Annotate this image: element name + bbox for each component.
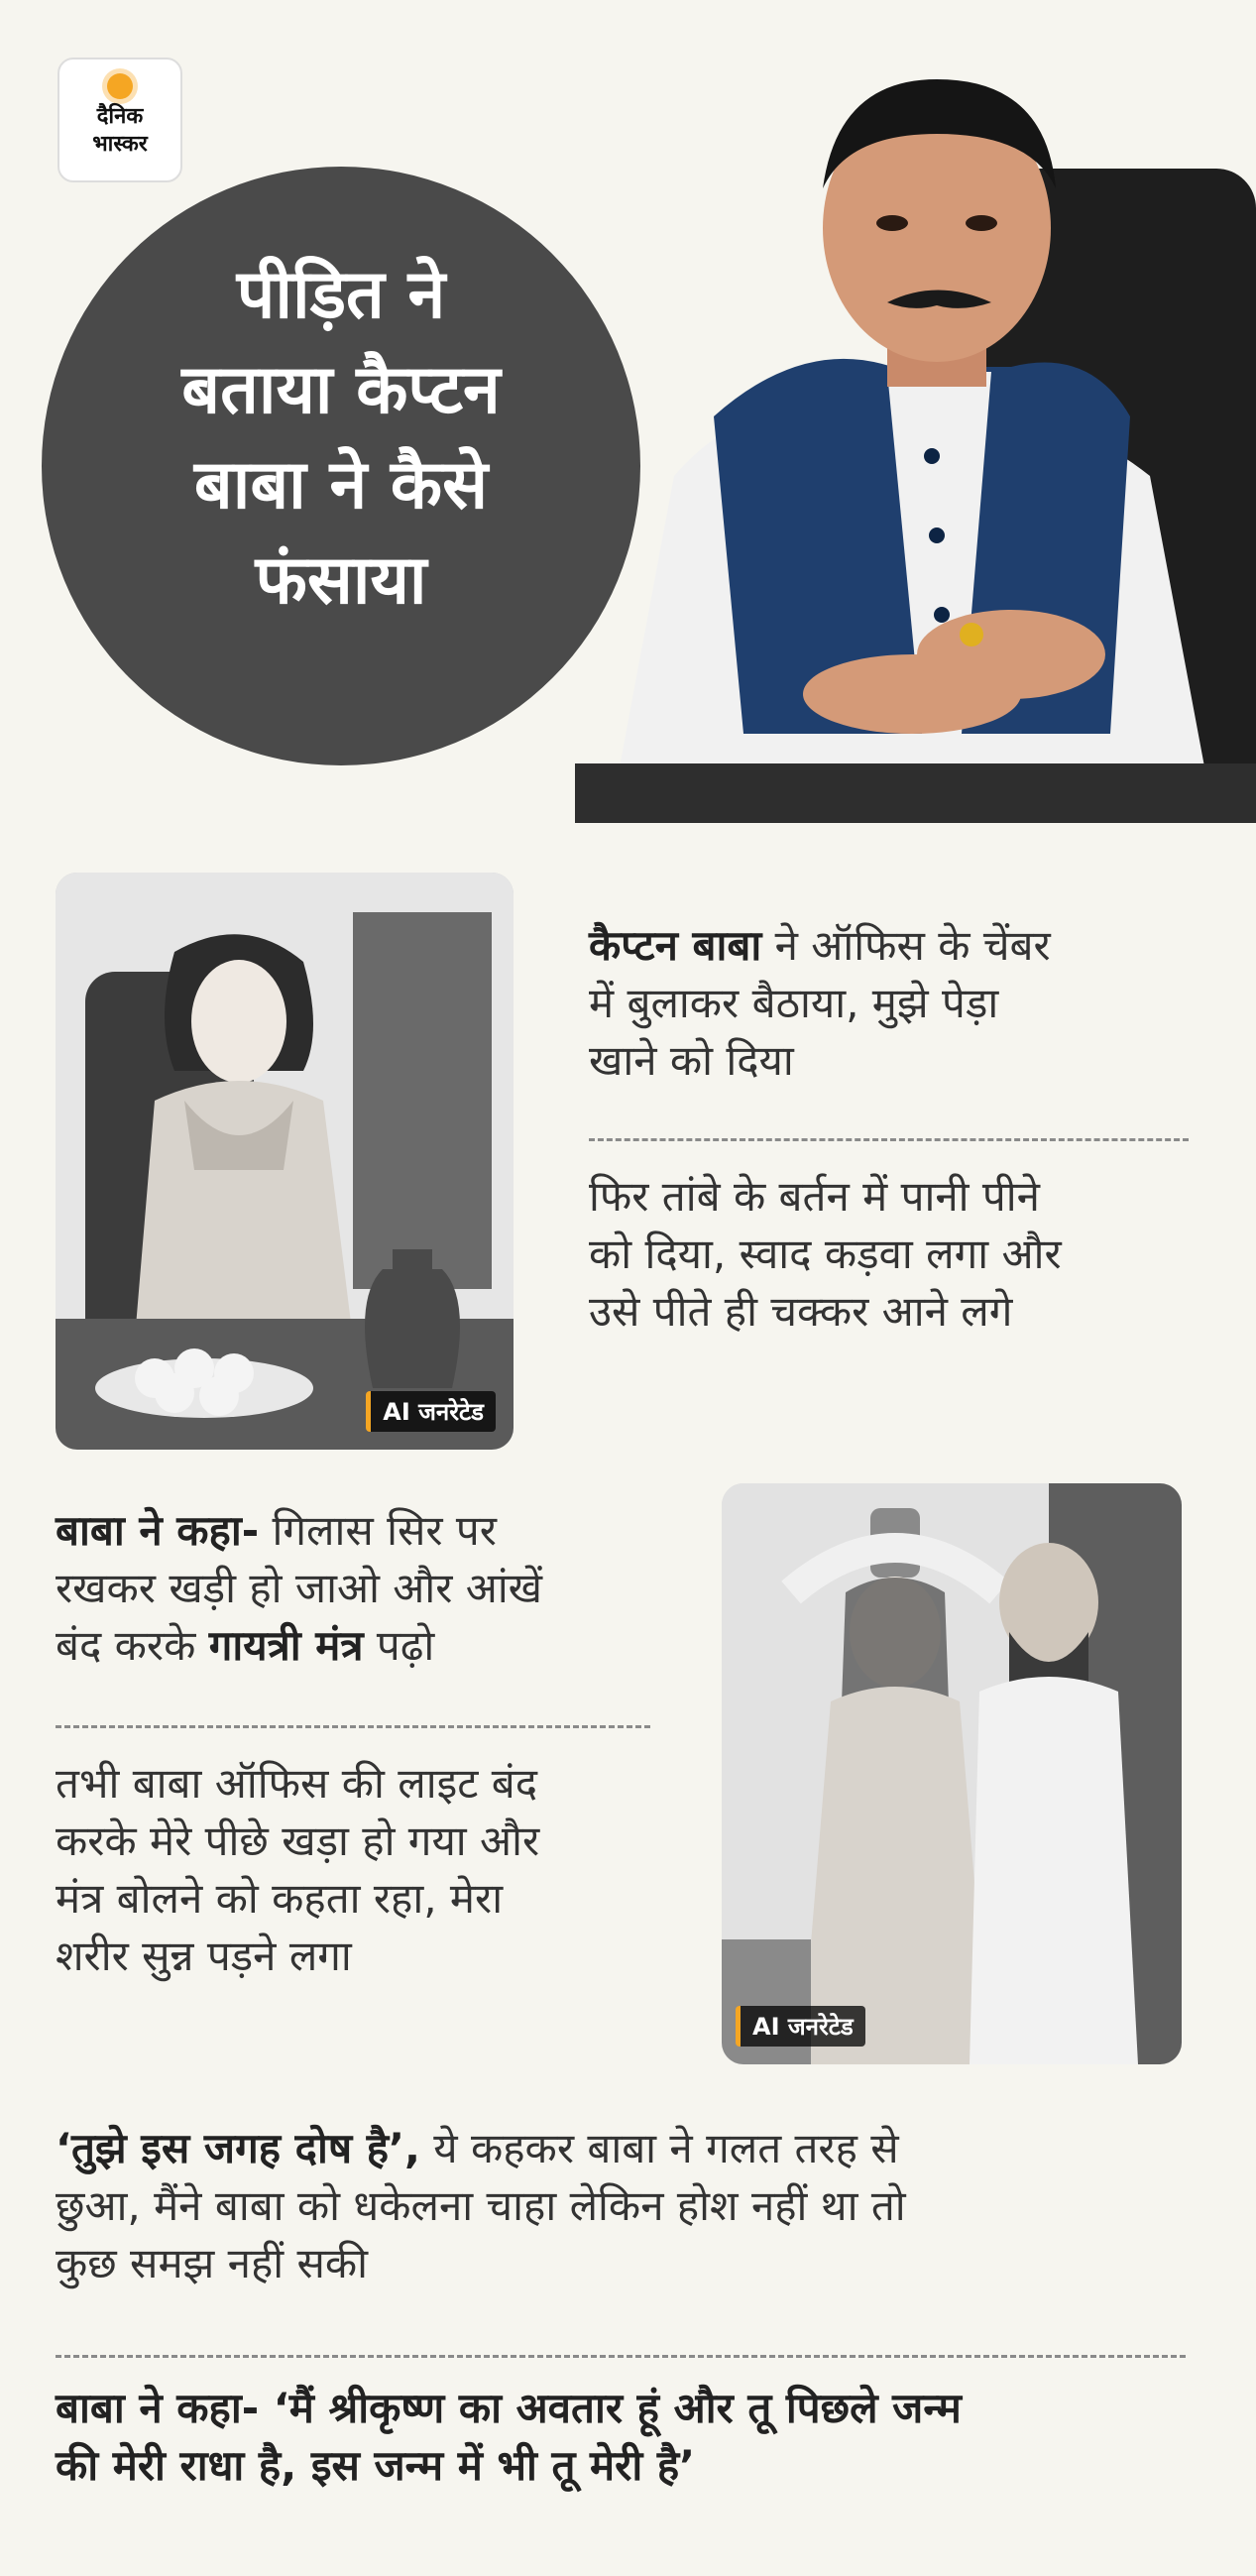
- text-span: ने ऑफिस के चेंबर: [761, 921, 1051, 970]
- section1-para2: [589, 1168, 1223, 1341]
- sketch-woman-standing-with-baba: [722, 1483, 1182, 2064]
- text-line: में बुलाकर बैठाया, मुझे पेड़ा: [589, 979, 999, 1027]
- text-span: बंद करके: [56, 1621, 209, 1670]
- text-line: कुछ समझ नहीं सकी: [56, 2239, 369, 2287]
- logo-line1: दैनिक: [96, 104, 144, 129]
- section2-para1: [56, 1502, 710, 1675]
- text-line: उसे पीते ही चक्कर आने लगे: [589, 1287, 1013, 1336]
- ai-generated-badge: AI जनरेटेड: [366, 1391, 496, 1432]
- bold-phrase: गायत्री मंत्र: [208, 1621, 364, 1670]
- ai-generated-badge: AI जनरेटेड: [736, 2006, 865, 2047]
- headline-line: फंसाया: [255, 541, 427, 620]
- section3-para2: [56, 2380, 1225, 2495]
- bold-phrase: कैप्टन बाबा: [589, 921, 762, 970]
- section2-para2: [56, 1755, 710, 1985]
- text-line: खाने को दिया: [589, 1036, 794, 1085]
- text-line: बाबा ने कहा- ‘मैं श्रीकृष्ण का अवतार हूं और तू पिछले जन्म: [56, 2384, 962, 2432]
- divider: [589, 1138, 1189, 1141]
- sun-icon: [107, 73, 133, 99]
- section1-para1: [589, 917, 1223, 1090]
- text-line: करके मेरे पीछे खड़ा हो गया और: [56, 1816, 540, 1865]
- divider: [56, 1725, 650, 1728]
- bold-phrase: ‘तुझे इस जगह दोष है’,: [56, 2124, 420, 2172]
- sketch-woman-seated: [56, 873, 514, 1450]
- text-span: गिलास सिर पर: [259, 1506, 497, 1555]
- text-line: फिर तांबे के बर्तन में पानी पीने: [589, 1172, 1040, 1221]
- text-line: रखकर खड़ी हो जाओ और आंखें: [56, 1564, 543, 1612]
- section3-para1: [56, 2120, 1225, 2292]
- text-line: छुआ, मैंने बाबा को धकेलना चाहा लेकिन होश नहीं था तो: [56, 2181, 906, 2230]
- bold-phrase: बाबा ने कहा-: [56, 1506, 260, 1555]
- headline: [42, 248, 640, 629]
- divider: [56, 2355, 1186, 2358]
- headline-line: बाबा ने कैसे: [193, 446, 489, 525]
- text-line: तभी बाबा ऑफिस की लाइट बंद: [56, 1759, 537, 1808]
- headline-line: बताया कैप्टन: [181, 351, 501, 429]
- text-span: पढ़ो: [363, 1621, 435, 1670]
- logo-line2: भास्कर: [92, 132, 148, 157]
- text-line: मंत्र बोलने को कहता रहा, मेरा: [56, 1874, 504, 1923]
- text-line: शरीर सुन्न पड़ने लगा: [56, 1932, 352, 1980]
- text-span: ये कहकर बाबा ने गलत तरह से: [419, 2124, 899, 2172]
- headline-line: पीड़ित ने: [236, 256, 446, 334]
- text-line: को दिया, स्वाद कड़वा लगा और: [589, 1229, 1062, 1278]
- text-line: की मेरी राधा है, इस जन्म में भी तू मेरी है’: [56, 2441, 696, 2490]
- dainik-bhaskar-logo: [57, 58, 182, 182]
